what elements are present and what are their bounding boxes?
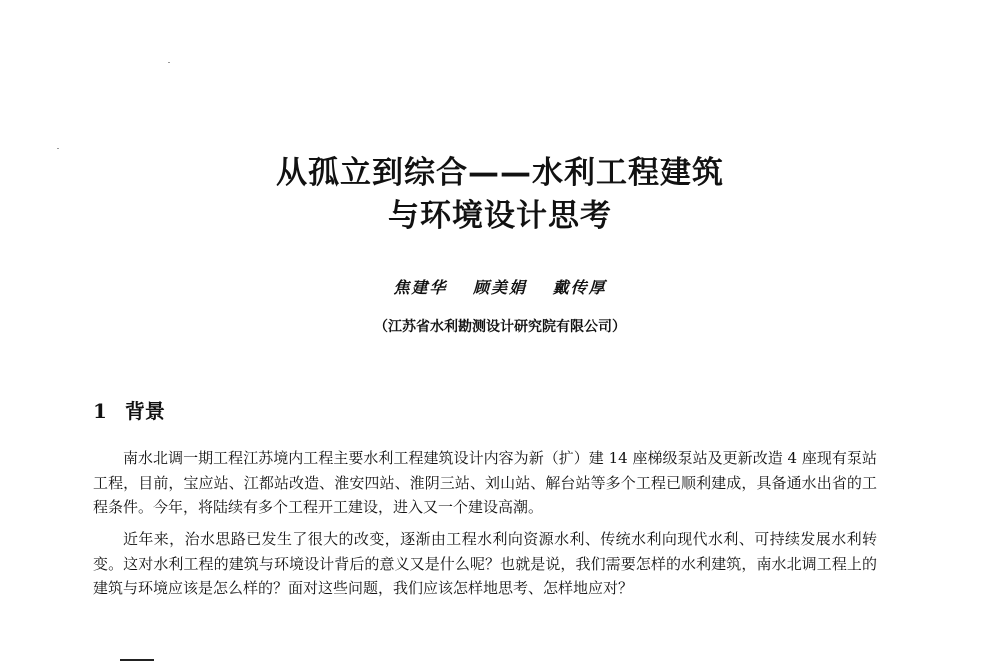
paragraph-text: 南水北调一期工程江苏境内工程主要水利工程建筑设计内容为新（扩）建 14 座梯级泵站及更新改造 4 座现有泵站工程，目前，宝应站、江都站改造、淮安四站、淮阴三站、刘山站、解台站等多个工程已顺利建成，具备通水出省的工程条件。今年，将陆续有多个工程开工建设，进入又一个建设高潮。 — [93, 449, 877, 516]
title-line-1: 从孤立到综合——水利工程建筑 — [276, 155, 724, 191]
author-name: 焦建华 — [393, 278, 448, 297]
body-paragraph — [93, 446, 877, 520]
section-heading — [93, 395, 165, 424]
section-title: 背景 — [124, 399, 165, 423]
paragraph-text: 近年来，治水思路已发生了很大的改变，逐渐由工程水利向资源水利、传统水利向现代水利、可持续发展水利转变。这对水利工程的建筑与环境设计背后的意义又是什么呢？也就是说，我们需要怎样的水利建筑，南水北调工程上的建筑与环境应该是怎么样的？面对这些问题，我们应该怎样地思考、怎样地应对？ — [93, 530, 877, 597]
title-line-2: 与环境设计思考 — [388, 198, 612, 234]
body-paragraph — [93, 527, 877, 601]
affiliation: （江苏省水利勘测设计研究院有限公司） — [374, 319, 626, 335]
section-number: 1 — [93, 399, 107, 423]
author-name: 顾美娟 — [472, 278, 527, 297]
author-list — [0, 275, 1000, 298]
scan-speck — [168, 62, 170, 63]
scan-speck — [57, 148, 59, 149]
author-name: 戴传厚 — [552, 278, 607, 297]
cut-off-next-heading — [120, 655, 160, 664]
